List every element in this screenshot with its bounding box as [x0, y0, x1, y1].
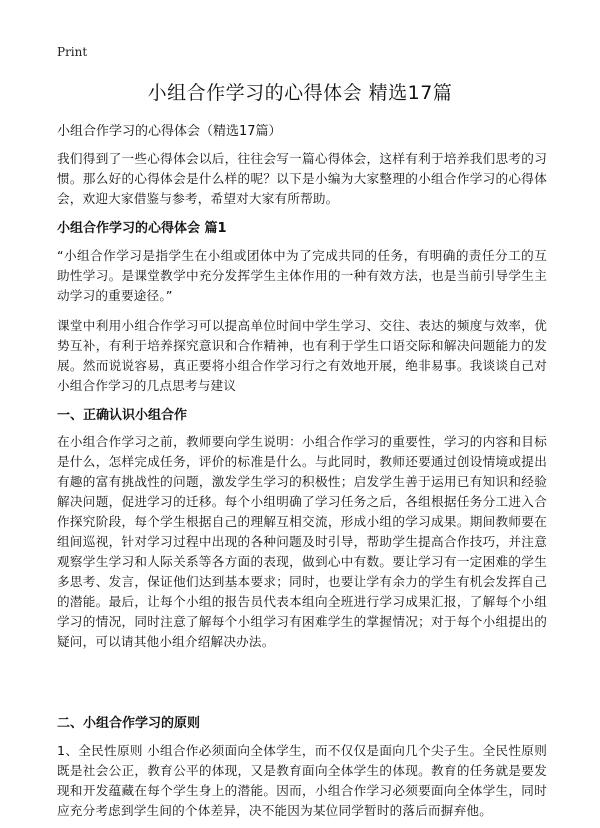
heading-correct-understanding: 一、正确认识小组合作 [57, 408, 188, 423]
definition-quote-paragraph: “小组合作学习是指学生在小组或团体中为了完成共同的任务，有明确的责任分工的互助性学习。是课堂教学中充分发挥学生主体作用的一种有效方法，也是当前引导学生主动学习的重要途径。” [57, 248, 547, 303]
intro-paragraph: 我们得到了一些心得体会以后，往往会写一篇心得体会，这样有利于培养我们思考的习惯。那么好的心得体会是什么样的呢？以下是小编为大家整理的小组合作学习的心得体会，欢迎大家借鉴与参考，希望对大家有所帮助。 [57, 151, 547, 206]
classroom-paragraph: 课堂中利用小组合作学习可以提高单位时间中学生学习、交往、表达的频度与效率，优势互补，有利于培养探究意识和合作精神，也有利于学生口语交际和解决问题能力的发展。然而说说容易，真正要将小组合作学习行之有效地开展，绝非易事。我谈谈自己对小组合作学习的几点思考与建议 [57, 318, 547, 393]
preparation-paragraph: 在小组合作学习之前，教师要向学生说明：小组合作学习的重要性，学习的内容和目标是什么，怎样完成任务，评价的标准是什么。与此同时，教师还要通过创设情境或提出有趣的富有挑战性的问题，激发学生学习的积极性；启发学生善于运用已有知识和经验解决问题，促进学习的迁移。每个小组明确了学习任务之后，各组根据任务分工进入合作探究阶段，每个学生根据自己的理解互相交流，形成小组的学习成果。期间教师要在组间巡视，针对学习过程中出现的各种问题及时引导，帮助学生提高合作技巧，并注意观察学生学习和人际关系等各方面的表现，做到心中有数。要让学习有一定困难的学生多思考、发言，保证他们达到基本要求；同时，也要让学有余力的学生有机会发挥自己的潜能。最后，让每个小组的报告员代表本组向全班进行学习成果汇报，了解每个小组学习的情况，同时注意了解每个小组学习有困难学生的掌握情况；对于每个小组提出的疑问，可以请其他小组介绍解决办法。 [57, 434, 547, 649]
section-heading-part1: 小组合作学习的心得体会 篇1 [57, 221, 227, 236]
print-link[interactable]: Print [57, 45, 88, 59]
page-title: 小组合作学习的心得体会 精选17篇 [147, 82, 453, 104]
document-subtitle: 小组合作学习的心得体会（精选17篇） [57, 124, 282, 139]
principle-paragraph: 1、全民性原则 小组合作必须面向全体学生，而不仅仅是面向几个尖子生。全民性原则既是社会公正，教育公平的体现，又是教育面向全体学生的体现。教育的任务就是要发现和开发蕴藏在每个学生身上的潜能。因而，小组合作学习必须要面向全体学生，同时应充分考虑到学生间的个体差异，决不能因为某位同学暂时的落后而摒弃他。 [57, 743, 547, 818]
heading-principles: 二、小组合作学习的原则 [57, 716, 201, 731]
